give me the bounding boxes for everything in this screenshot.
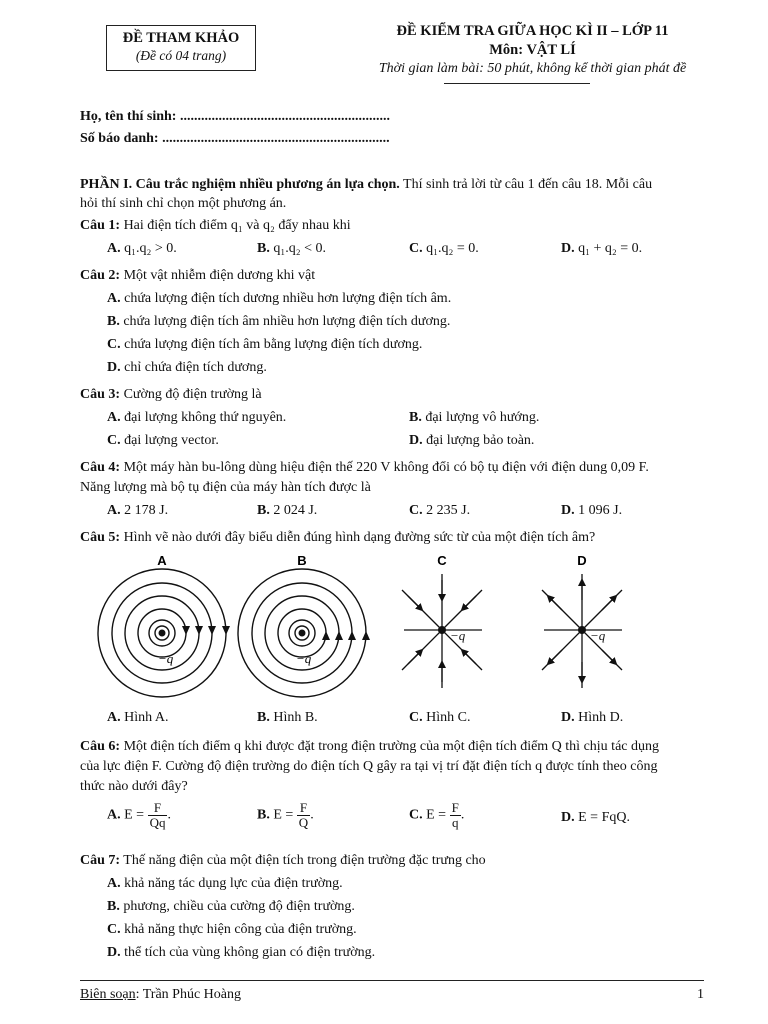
- q6-option-a: A. E = $\frac{F}{Qq}$ .: [107, 800, 171, 830]
- part1-instr2: hỏi thí sinh chỉ chọn một phương án.: [80, 196, 287, 211]
- q3-text: Cường độ điện trường là: [120, 387, 262, 402]
- figure-d: [542, 553, 622, 688]
- q5-option-a: A. Hình A.: [107, 710, 169, 725]
- figure-b-charge: −q: [296, 651, 312, 666]
- id-dots: .................................................................: [162, 131, 390, 146]
- figure-c-label: C: [437, 553, 447, 568]
- name-line: [80, 108, 390, 126]
- id-line: [80, 130, 390, 148]
- q3-stem: [80, 386, 262, 404]
- q5-text: Hình vẽ nào dưới đây biểu diễn đúng hình dạng đường sức từ của một điện tích âm?: [120, 530, 596, 545]
- part1-instr1: Thí sinh trả lời từ câu 1 đến câu 18. Mỗi câu: [399, 177, 653, 192]
- title-underline: [444, 83, 590, 84]
- name-label: Họ, tên thí sinh:: [80, 109, 177, 124]
- q5-option-d: D. Hình D.: [561, 710, 624, 725]
- q4-label: Câu 4:: [80, 460, 121, 475]
- q1-option-d: D. q₁ + q₂ = 0.: [561, 241, 643, 256]
- footer-author-label: Biên soạn: [80, 987, 136, 1002]
- q6-text2: của lực điện F. Cường độ điện trường do điện tích Q gây ra tại vị trí đặt điện tích q được tính theo công: [80, 759, 658, 774]
- q5-option-b: B. Hình B.: [257, 710, 318, 725]
- q7-option-a: A. khả năng tác dụng lực của điện trường.: [107, 876, 343, 891]
- figure-d-label: D: [577, 553, 587, 568]
- q6-option-c: C. E = $\frac{F}{q}$ .: [409, 800, 465, 830]
- q6-option-b: B. E = $\frac{F}{Q}$ .: [257, 800, 314, 830]
- figure-c-charge: −q: [450, 628, 466, 643]
- q1-text: Hai điện tích điểm q₁ và q₂ đẩy nhau khi: [120, 218, 351, 233]
- q1-option-a: A. q₁.q₂ > 0.: [107, 241, 177, 256]
- q7-label: Câu 7:: [80, 853, 121, 868]
- id-label: Số báo danh:: [80, 131, 159, 146]
- q7-option-c: C. khả năng thực hiện công của điện trường.: [107, 922, 357, 937]
- q4-option-d: D. 1 096 J.: [561, 503, 623, 518]
- figure-b: [238, 553, 370, 697]
- q1-option-b: B. q₁.q₂ < 0.: [257, 241, 327, 256]
- footer-author-name: : Trần Phúc Hoàng: [135, 987, 242, 1002]
- q5-option-c: C. Hình C.: [409, 710, 471, 725]
- subject: Môn: VẬT LÍ: [489, 42, 576, 58]
- box-subtitle: (Đề có 04 trang): [135, 48, 227, 63]
- figure-d-charge: −q: [590, 628, 606, 643]
- q2-option-b: B. chứa lượng điện tích âm nhiều hơn lượng điện tích dương.: [107, 314, 451, 329]
- footer-rule: [80, 980, 704, 981]
- part1-line1: [80, 176, 652, 194]
- name-dots: ............................................................: [179, 109, 390, 124]
- q2-label: Câu 2:: [80, 268, 121, 283]
- q1-option-c: C. q₁.q₂ = 0.: [409, 241, 479, 256]
- q7-option-b: B. phương, chiều của cường độ điện trường.: [107, 899, 355, 914]
- q7-text: Thế năng điện của một điện tích trong điện trường đặc trưng cho: [120, 853, 486, 868]
- q3-option-a: A. đại lượng không thứ nguyên.: [107, 410, 287, 425]
- q6-label: Câu 6:: [80, 739, 121, 754]
- q5-label: Câu 5:: [80, 530, 121, 545]
- q4-option-b: B. 2 024 J.: [257, 503, 318, 518]
- q5-stem: [80, 529, 595, 547]
- q2-option-a: A. chứa lượng điện tích dương nhiều hơn lượng điện tích âm.: [107, 291, 452, 306]
- q3-option-c: C. đại lượng vector.: [107, 433, 219, 448]
- q1-label: Câu 1:: [80, 218, 121, 233]
- figure-a-label: A: [157, 553, 167, 568]
- exam-time: Thời gian làm bài: 50 phút, không kể thời gian phát đề: [378, 61, 687, 76]
- q1-stem: [80, 217, 351, 235]
- q2-stem: [80, 267, 315, 285]
- q6-text3: thức nào dưới đây?: [80, 779, 188, 794]
- q6-option-d: D. E = FqQ.: [561, 810, 630, 825]
- field-line-figures: [96, 550, 676, 702]
- figure-a: [98, 553, 230, 697]
- q2-option-d: D. chỉ chứa điện tích dương.: [107, 360, 267, 375]
- figure-c: [402, 553, 482, 688]
- q4-option-a: A. 2 178 J.: [107, 503, 169, 518]
- part1-title: PHẦN I. Câu trắc nghiệm nhiều phương án lựa chọn.: [80, 177, 400, 192]
- q2-option-c: C. chứa lượng điện tích âm bằng lượng điện tích dương.: [107, 337, 423, 352]
- exam-type-box: [106, 25, 256, 71]
- q3-option-b: B. đại lượng vô hướng.: [409, 410, 540, 425]
- footer-author: [80, 986, 241, 1004]
- figure-a-charge: −q: [158, 651, 174, 666]
- exam-title: ĐỀ KIỂM TRA GIỮA HỌC KÌ II – LỚP 11: [396, 23, 669, 39]
- q4-stem: [80, 459, 649, 477]
- q4-option-c: C. 2 235 J.: [409, 503, 471, 518]
- q2-text: Một vật nhiễm điện dương khi vật: [120, 268, 316, 283]
- q7-stem: [80, 852, 486, 870]
- q3-option-d: D. đại lượng bảo toàn.: [409, 433, 535, 448]
- q4-text: Một máy hàn bu-lông dùng hiệu điện thế 220 V không đổi có bộ tụ điện với điện dung 0,09 F.: [120, 460, 649, 475]
- box-title: ĐỀ THAM KHẢO: [122, 30, 240, 46]
- page-number: 1: [697, 987, 704, 1002]
- q7-option-d: D. thể tích của vùng không gian có điện trường.: [107, 945, 376, 960]
- q4-text2: Năng lượng mà bộ tụ điện của máy hàn tích được là: [80, 480, 371, 495]
- figure-b-label: B: [297, 553, 307, 568]
- q6-text: Một điện tích điểm q khi được đặt trong điện trường của một điện tích điểm Q thì chịu tác dụng: [120, 739, 659, 754]
- q3-label: Câu 3:: [80, 387, 121, 402]
- q6-stem: [80, 738, 659, 756]
